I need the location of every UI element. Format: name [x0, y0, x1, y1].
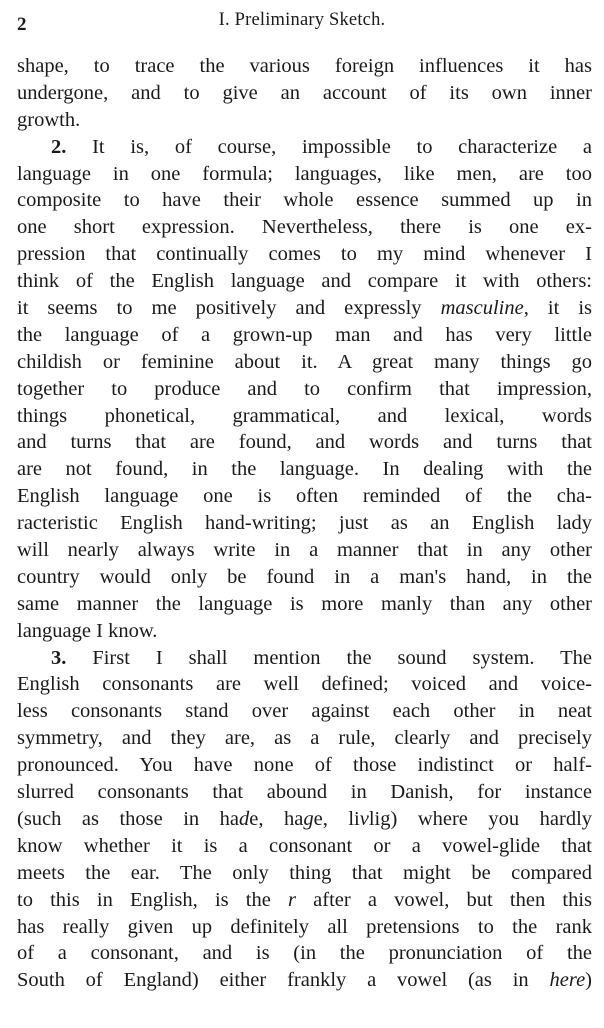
- text-segment: childish or feminine about it. A great many things go: [17, 350, 592, 373]
- italic-text: d: [239, 807, 250, 830]
- text-line: [17, 268, 592, 295]
- text-segment: together to produce and to confirm that impression,: [17, 377, 592, 400]
- text-segment: will nearly always write in a manner that in any other: [17, 539, 592, 562]
- text-line: [17, 403, 592, 430]
- text-segment: e, li: [313, 807, 360, 830]
- text-segment: symmetry, and they are, as a rule, clearly and precisely: [17, 727, 592, 750]
- italic-text: v: [359, 807, 369, 830]
- text-segment: shape, to trace the various foreign influences it has: [17, 55, 592, 77]
- italic-text: r: [288, 888, 296, 911]
- text-line: [17, 187, 592, 214]
- text-line: [17, 645, 592, 672]
- text-segment: think of the English language and compare it with others:: [17, 270, 592, 293]
- text-segment: and turns that are found, and words and turns that: [17, 431, 592, 454]
- text-segment: to this in English, is the: [17, 888, 289, 911]
- text-segment: e, ha: [249, 807, 304, 830]
- text-segment: language I know.: [17, 619, 158, 642]
- text-line: [17, 860, 592, 887]
- text-segment: has really given up definitely all pretensions to the rank: [17, 915, 592, 938]
- text-segment: are not found, in the language. In dealing with the: [17, 458, 592, 481]
- text-segment: lig) where you hardly: [368, 807, 593, 830]
- text-line: [17, 698, 592, 725]
- text-segment: English consonants are well defined; voiced and voice-: [17, 673, 592, 696]
- text-segment: ): [585, 969, 592, 992]
- text-line: [17, 671, 592, 698]
- text-line: [17, 53, 592, 80]
- text-segment: growth.: [17, 108, 81, 131]
- text-segment: It is, of course, impossible to characterize a: [66, 135, 592, 158]
- text-line: [17, 161, 592, 188]
- text-segment: it seems to me positively and expressly: [17, 297, 441, 320]
- text-line: [17, 134, 592, 161]
- text-line: [17, 295, 592, 322]
- text-line: [17, 80, 592, 107]
- paragraph-number: 3.: [51, 646, 67, 669]
- text-line: [17, 537, 592, 564]
- text-line: [17, 618, 592, 645]
- text-segment: country would only be found in a man's hand, in the: [17, 565, 592, 588]
- text-segment: First I shall mention the sound system. The: [66, 646, 592, 669]
- text-segment: know whether it is a consonant or a vowel-glide that: [17, 834, 592, 857]
- italic-text: masculine: [440, 297, 524, 320]
- text-segment: one short expression. Nevertheless, there is one ex-: [17, 216, 592, 239]
- text-segment: , it is: [523, 297, 592, 320]
- text-segment: (such as those in ha: [17, 807, 240, 830]
- text-line: [17, 214, 592, 241]
- text-line: [17, 483, 592, 510]
- text-segment: meets the ear. The only thing that might be compared: [17, 861, 592, 884]
- text-line: [17, 887, 592, 914]
- text-segment: less consonants stand over against each other in neat: [17, 700, 592, 723]
- text-line: [17, 322, 592, 349]
- paragraph-number: 2.: [51, 135, 67, 158]
- text-line: [17, 752, 592, 779]
- body-text: [17, 53, 592, 994]
- text-segment: language in one formula; languages, like men, are too: [17, 162, 592, 185]
- running-head: [17, 8, 587, 34]
- text-line: [17, 456, 592, 483]
- text-line: [17, 349, 592, 376]
- text-segment: South of England) either frankly a vowel (as in: [17, 969, 550, 992]
- text-segment: slurred consonants that abound in Danish, for instance: [17, 781, 592, 804]
- text-line: [17, 833, 592, 860]
- text-line: [17, 510, 592, 537]
- text-line: [17, 107, 592, 134]
- text-line: [17, 779, 592, 806]
- text-line: [17, 806, 592, 833]
- chapter-title: I. Preliminary Sketch.: [218, 10, 386, 30]
- text-segment: pronounced. You have none of those indistinct or half-: [17, 754, 592, 777]
- text-segment: the language of a grown-up man and has very little: [17, 323, 592, 346]
- italic-text: g: [303, 807, 314, 830]
- text-line: [17, 429, 592, 456]
- text-segment: racteristic English hand-writing; just as an English lady: [17, 512, 592, 535]
- text-segment: same manner the language is more manly than any other: [17, 592, 592, 615]
- page-number: 2: [17, 14, 27, 35]
- text-segment: composite to have their whole essence summed up in: [17, 189, 592, 212]
- text-segment: after a vowel, but then this: [296, 888, 592, 911]
- text-segment: things phonetical, grammatical, and lexical, words: [17, 404, 592, 427]
- text-line: [17, 376, 592, 403]
- text-line: [17, 241, 592, 268]
- text-line: [17, 564, 592, 591]
- text-line: [17, 967, 592, 994]
- text-line: [17, 591, 592, 618]
- text-line: [17, 914, 592, 941]
- text-line: [17, 940, 592, 967]
- text-segment: of a consonant, and is (in the pronunciation of the: [17, 942, 592, 965]
- italic-text: here: [549, 969, 586, 992]
- text-segment: pression that continually comes to my mind whenever I: [17, 243, 592, 266]
- text-segment: undergone, and to give an account of its own inner: [17, 81, 592, 104]
- text-segment: English language one is often reminded of the cha-: [17, 485, 592, 508]
- text-line: [17, 725, 592, 752]
